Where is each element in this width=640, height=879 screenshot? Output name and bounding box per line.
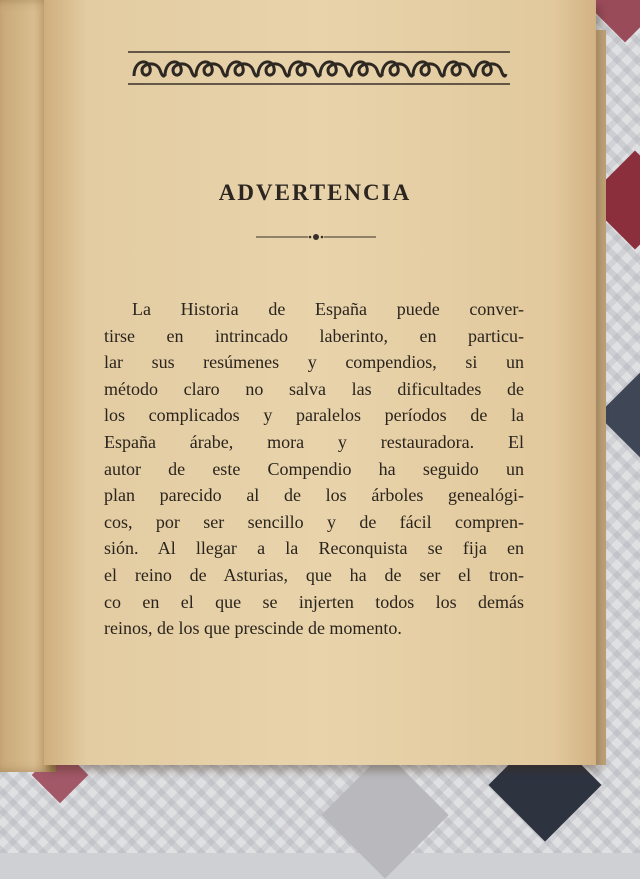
ornament-scroll xyxy=(134,62,165,76)
paragraph-line: lar sus resúmenes y compendios, si un xyxy=(104,352,524,373)
ornament-scroll xyxy=(227,62,258,76)
paragraph-line: La Historia de España puede conver- xyxy=(132,299,524,319)
ornament-scroll xyxy=(444,62,475,76)
paragraph-line: método claro no salva las dificultades de xyxy=(104,378,524,399)
ornament-scroll xyxy=(165,62,196,76)
paragraph-line: cos, por ser sencillo y de fácil compren- xyxy=(104,511,524,532)
paragraph-line: España árabe, mora y restauradora. El xyxy=(104,431,524,452)
paragraph-line: plan parecido al de los árboles genealógi- xyxy=(104,485,524,506)
ornament-scroll xyxy=(475,62,506,76)
ornament-scroll xyxy=(351,62,382,76)
ornament-scroll xyxy=(320,62,351,76)
paragraph-line: sión. Al llegar a la Reconquista se fija en xyxy=(104,538,524,559)
paragraph-line: co en el que se injerten todos los demás xyxy=(104,591,524,612)
paragraph-line: el reino de Asturias, que ha de ser el tron- xyxy=(104,564,524,585)
paragraph-line: los complicados y paralelos períodos de la xyxy=(104,405,524,426)
decorative-border-ornament xyxy=(128,50,510,86)
title-divider-ornament xyxy=(256,231,376,243)
ornament-scroll xyxy=(258,62,289,76)
ornament-scroll xyxy=(413,62,444,76)
paragraph-line: reinos, de los que prescinde de momento. xyxy=(104,618,402,639)
page-title: ADVERTENCIA xyxy=(218,180,412,205)
warning-paragraph xyxy=(104,296,524,642)
paragraph-line: autor de este Compendio ha seguido un xyxy=(104,458,524,479)
ornament-scroll xyxy=(289,62,320,76)
ornament-scroll xyxy=(382,62,413,76)
ornament-scroll xyxy=(196,62,227,76)
paragraph-line: tirse en intrincado laberinto, en particu- xyxy=(104,325,524,346)
cloth-diamond xyxy=(321,751,448,878)
